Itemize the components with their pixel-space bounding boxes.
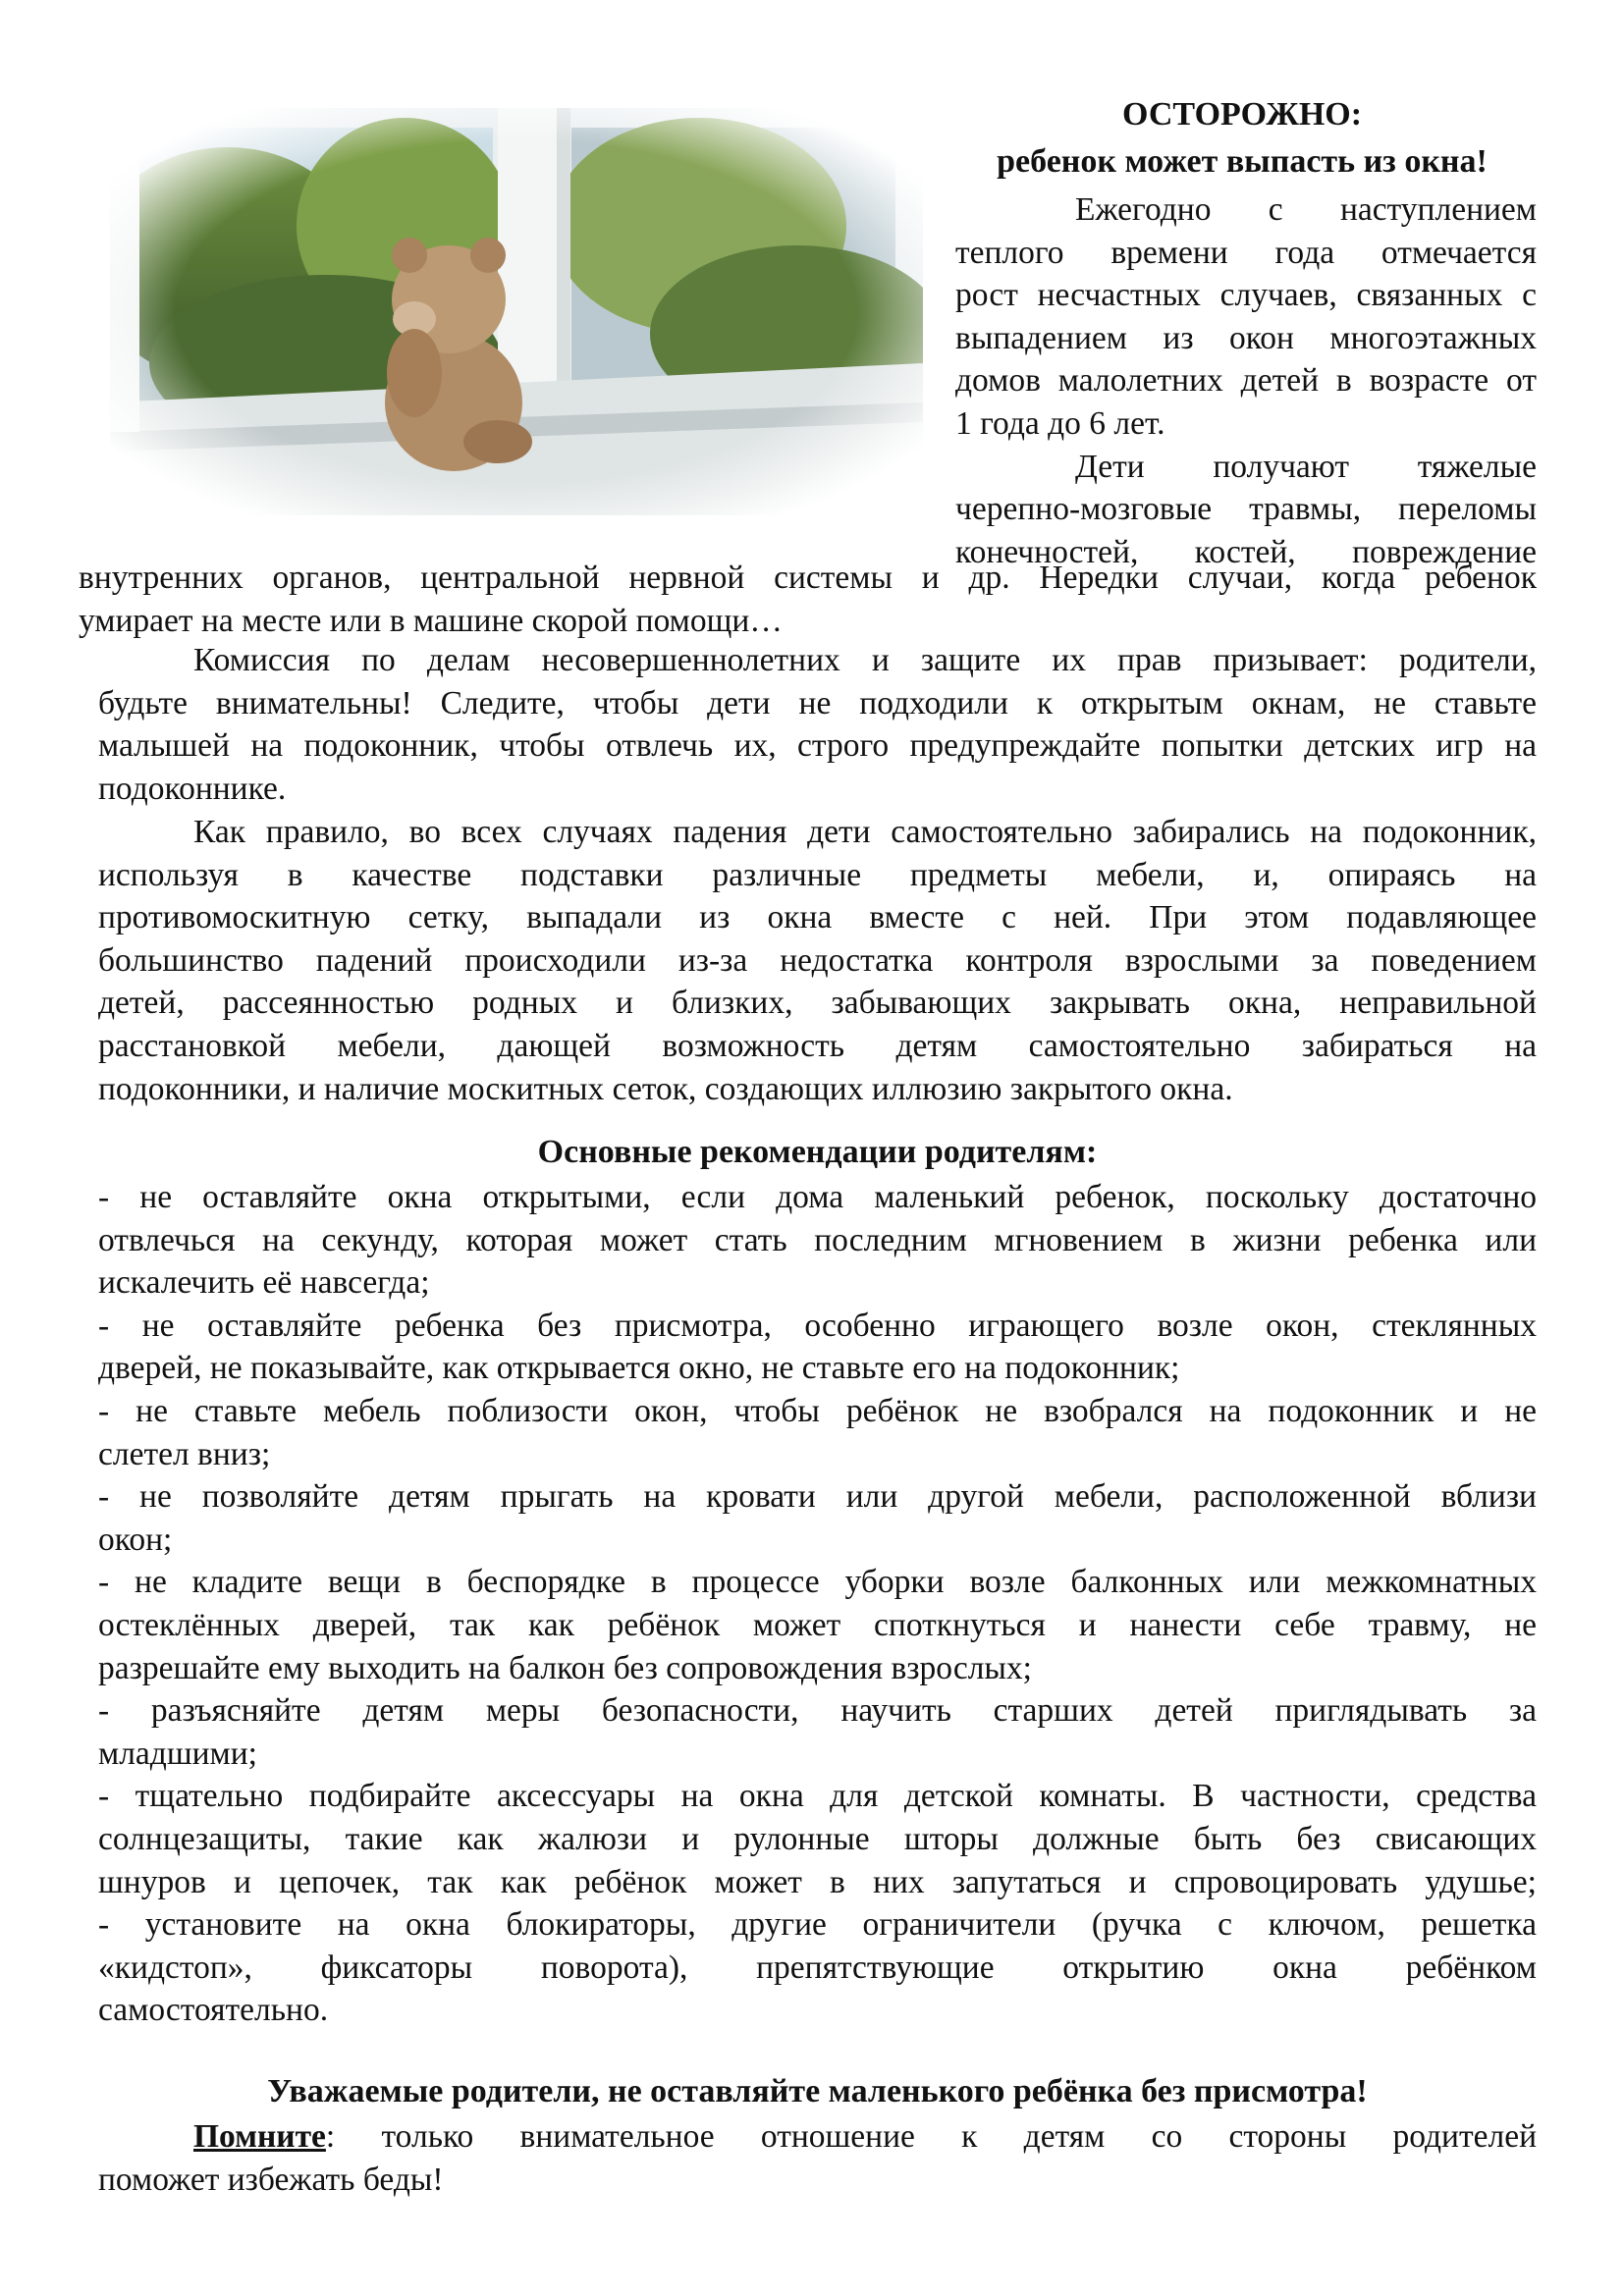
text-line: выпадением из окон многоэтажных (955, 319, 1537, 356)
commission-paragraph (98, 639, 1537, 810)
text-line: теплого времени года отмечается (955, 234, 1537, 271)
text-line: конечностей, костей, повреждение (955, 533, 1537, 570)
list-item: младшими; (98, 1735, 257, 1772)
remember-paragraph (98, 2115, 1537, 2201)
list-item: - не ставьте мебель поблизости окон, чтобы ребёнок не взобрался на подоконник и не (98, 1392, 1537, 1429)
text-line: Комиссия по делам несовершеннолетних и защите их прав призывает: родители, (193, 642, 1537, 678)
list-item: - тщательно подбирайте аксессуары на окна для детской комнаты. В частности, средства (98, 1778, 1537, 1815)
list-item: отвлечься на секунду, которая может стать последним мгновением в жизни ребенка или (98, 1221, 1537, 1258)
text-line: Как правило, во всех случаях падения дети самостоятельно забирались на подоконник, (193, 814, 1537, 850)
text-line: Ежегодно с наступлением (1075, 191, 1537, 228)
text-line: малышей на подоконник, чтобы отвлечь их, строго предупреждайте попытки детских игр на (98, 727, 1537, 765)
recommendations-list (98, 1176, 1537, 2032)
text-line: подоконнике. (98, 770, 287, 807)
list-item: искалечить её навсегда; (98, 1264, 430, 1302)
text-line: 1 года до 6 лет. (955, 404, 1165, 442)
teddy-bear-on-windowsill-icon (110, 108, 923, 515)
list-item: окон; (98, 1521, 173, 1558)
text-line: большинство падений происходили из-за недостатка контроля взрослыми за поведением (98, 941, 1537, 979)
text-line: используя в качестве подставки различные предметы мебели, и, опираясь на (98, 856, 1537, 893)
list-item: самостоятельно. (98, 1992, 329, 2029)
text-line: черепно-мозговые травмы, переломы (955, 491, 1537, 528)
text-line: поможет избежать беды! (98, 2161, 444, 2198)
remember-text: : только внимательное отношение к детям со стороны родителей (325, 2118, 1537, 2155)
text-line: противомоскитную сетку, выпадали из окна вместе с ней. При этом подавляющее (98, 899, 1537, 936)
text-line (98, 2115, 1537, 2159)
text-line: Дети получают тяжелые (1075, 448, 1537, 485)
text-line: домов малолетних детей в возрасте от (955, 362, 1537, 400)
list-item: дверей, не показывайте, как открывается окно, не ставьте его на подоконник; (98, 1350, 1180, 1387)
list-item: «кидстоп», фиксаторы поворота), препятствующие открытию окна ребёнком (98, 1949, 1537, 1986)
list-item: слетел вниз; (98, 1435, 271, 1472)
text-line: детей, рассеянностью родных и близких, забывающих закрывать окна, неправильной (98, 985, 1537, 1022)
teddy-bear-photo (110, 108, 923, 515)
list-item: - не кладите вещи в беспорядке в процессе уборки возле балконных или межкомнатных (98, 1564, 1537, 1601)
list-item: - не оставляйте окна открытыми, если дома маленький ребенок, поскольку достаточно (98, 1179, 1537, 1215)
text-line: расстановкой мебели, дающей возможность детям самостоятельно забираться на (98, 1027, 1537, 1064)
text-line: умирает на месте или в машине скорой помощи… (79, 602, 783, 639)
list-item: остеклённых дверей, так как ребёнок может споткнуться и нанести себе травму, не (98, 1606, 1537, 1643)
page-subtitle: ребенок может выпасть из окна! (997, 143, 1488, 180)
text-line: рост несчастных случаев, связанных с (955, 277, 1537, 314)
closing-warning: Уважаемые родители, не оставляйте маленького ребёнка без присмотра! (267, 2073, 1368, 2109)
page-title: ОСТОРОЖНО: (1121, 96, 1363, 133)
list-item: - установите на окна блокираторы, другие ограничители (ручка с ключом, решетка (98, 1906, 1537, 1944)
list-item: солнцезащиты, такие как жалюзи и рулонные шторы должные быть без свисающих (98, 1820, 1537, 1857)
falls-paragraph (98, 811, 1537, 1110)
list-item: - не позволяйте детям прыгать на кровати или другой мебели, расположенной вблизи (98, 1478, 1537, 1516)
list-item: - разъясняйте детям меры безопасности, научить старших детей приглядывать за (98, 1692, 1537, 1730)
list-item: шнуров и цепочек, так как ребёнок может в них запутаться и спровоцировать удушье; (98, 1863, 1537, 1900)
remember-keyword: Помните (193, 2118, 326, 2155)
intro-paragraph-2-continued (79, 557, 1537, 642)
text-line: будьте внимательны! Следите, чтобы дети не подходили к открытым окнам, не ставьте (98, 684, 1537, 721)
intro-paragraph-1 (955, 188, 1537, 573)
list-item: разрешайте ему выходить на балкон без сопровождения взрослых; (98, 1649, 1032, 1686)
text-line: подоконники, и наличие москитных сеток, создающих иллюзию закрытого окна. (98, 1070, 1233, 1107)
text-line: внутренних органов, центральной нервной системы и др. Нередки случаи, когда ребенок (79, 560, 1537, 596)
list-item: - не оставляйте ребенка без присмотра, особенно играющего возле окон, стеклянных (98, 1307, 1537, 1344)
recommendations-heading: Основные рекомендации родителям: (537, 1134, 1098, 1170)
